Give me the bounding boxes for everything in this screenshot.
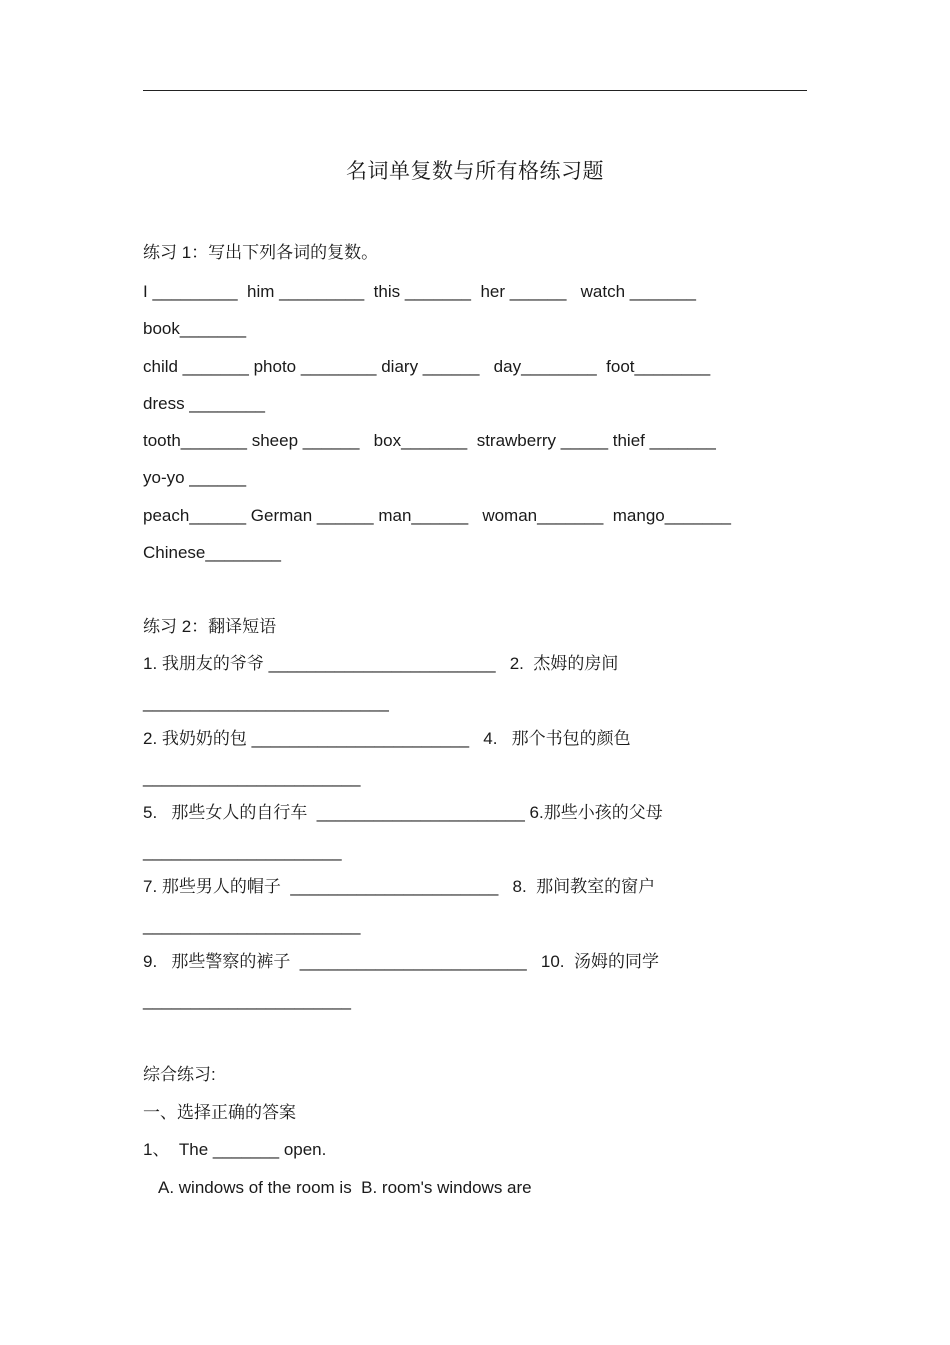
exercise2-line: ______________________	[143, 991, 352, 1010]
exercise2-line: _____________________	[143, 842, 342, 861]
exercise1-line: Chinese________	[143, 543, 282, 562]
exercise2-heading: 练习 2：翻译短语	[143, 617, 277, 636]
exercise1-line: yo-yo ______	[143, 468, 247, 487]
exercise1-line: child _______ photo ________ diary ______ day________ foot________	[143, 357, 711, 376]
exercise1-line: book_______	[143, 319, 247, 338]
question-1: 1、 The _______ open.	[143, 1140, 327, 1159]
page-title: 名词单复数与所有格练习题	[346, 160, 604, 183]
comprehensive-heading: 综合练习:	[143, 1065, 216, 1084]
header-rule	[143, 90, 807, 91]
exercise2-line: __________________________	[143, 693, 389, 712]
question-1-options: A. windows of the room is B. room's windows are	[158, 1178, 532, 1197]
exercise1-line: I _________ him _________ this _______ her ______ watch _______	[143, 282, 696, 301]
section1-heading: 一、选择正确的答案	[143, 1103, 296, 1122]
exercise2-line: 9. 那些警察的裤子 ________________________ 10. 汤姆的同学	[143, 952, 659, 971]
exercise2-line: _______________________	[143, 916, 361, 935]
exercise2-line: 7. 那些男人的帽子 ______________________ 8. 那间教室的窗户	[143, 877, 656, 896]
exercise2-line: 5. 那些女人的自行车 ______________________ 6.那些小孩的父母	[143, 803, 663, 822]
exercise1-heading: 练习 1：写出下列各词的复数。	[143, 243, 379, 262]
exercise2-line: 2. 我奶奶的包 _______________________ 4. 那个书包的颜色	[143, 729, 631, 748]
exercise1-line: dress ________	[143, 394, 265, 413]
exercise2-line: _______________________	[143, 768, 361, 787]
exercise1-line: peach______ German ______ man______ woman_______ mango_______	[143, 506, 731, 525]
exercise2-line: 1. 我朋友的爷爷 ________________________ 2. 杰姆的房间	[143, 654, 619, 673]
exercise1-line: tooth_______ sheep ______ box_______ strawberry _____ thief _______	[143, 431, 716, 450]
